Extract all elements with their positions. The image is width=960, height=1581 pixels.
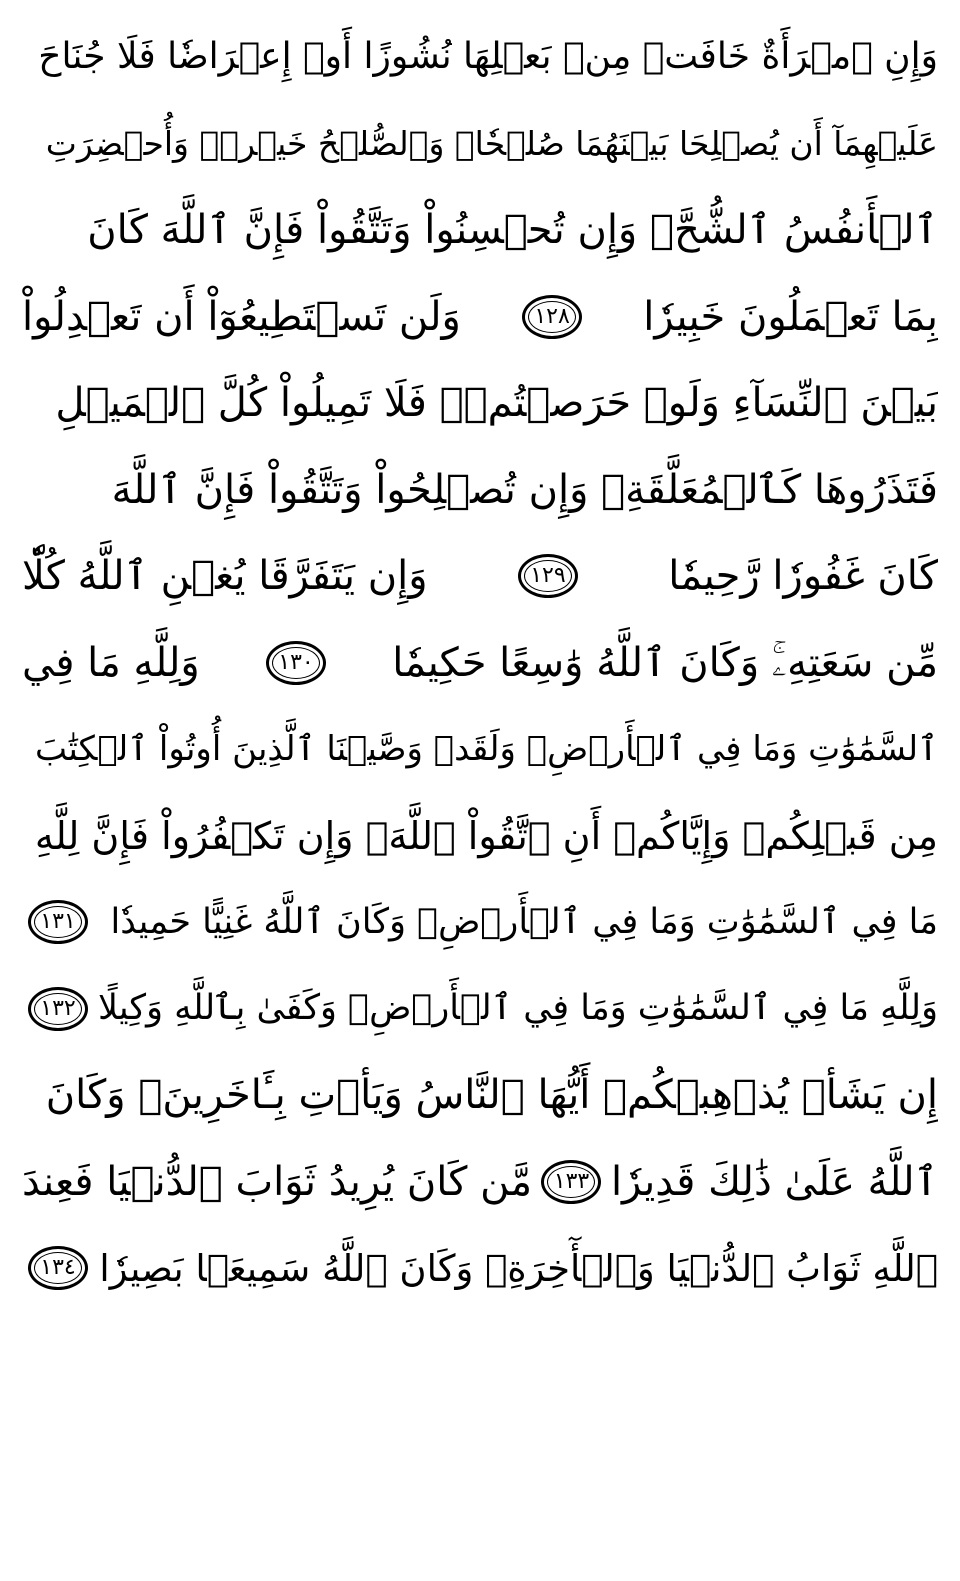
verse-text: مِن قَبۡلِكُمۡ وَإِيَّاكُمۡ أَنِ ٱتَّقُواْ ٱللَّهَۚ وَإِن تَكۡفُرُواْ فَإِنَّ لِلَّهِ	[34, 813, 938, 858]
verse-text: ٱللَّهِ ثَوَابُ ٱلدُّنۡيَا وَٱلۡأٓخِرَةِۚ وَكَانَ ٱللَّهُ سَمِيعَۢا بَصِيرٗا	[99, 1246, 938, 1290]
verse-text: وَلَن تَسۡتَطِيعُوٓاْ أَن تَعۡدِلُواْ	[22, 293, 461, 340]
verse-text: وَلِلَّهِ مَا فِي ٱلسَّمَٰوَٰتِ وَمَا فِي ٱلۡأَرۡضِۚ وَكَفَىٰ بِٱللَّهِ وَكِيلًا	[97, 988, 938, 1029]
ayah-number-marker	[541, 1160, 601, 1204]
verse-text: بَيۡنَ ٱلنِّسَآءِ وَلَوۡ حَرَصۡتُمۡۖ فَلَا تَمِيلُواْ كُلَّ ٱلۡمَيۡلِ	[55, 380, 938, 427]
verse-line	[22, 1139, 938, 1226]
verse-text: فَتَذَرُوهَا كَٱلۡمُعَلَّقَةِۚ وَإِن تُصۡلِحُواْ وَتَتَّقُواْ فَإِنَّ ٱللَّهَ	[111, 466, 938, 513]
verse-text: وَإِنِ ٱمۡرَأَةٌ خَافَتۡ مِنۢ بَعۡلِهَا نُشُوزًا أَوۡ إِعۡرَاضٗا فَلَا جُنَاحَ	[38, 36, 938, 78]
ayah-number: ١٣٠	[278, 649, 314, 675]
verse-text: مَا فِي ٱلسَّمَٰوَٰتِ وَمَا فِي ٱلۡأَرۡضِۚ وَكَانَ ٱللَّهُ غَنِيًّا حَمِيدٗا	[110, 901, 938, 942]
verse-line	[22, 879, 938, 966]
ayah-number: ١٢٨	[534, 303, 570, 329]
verse-text: ٱلۡأَنفُسُ ٱلشُّحَّۚ وَإِن تُحۡسِنُواْ وَتَتَّقُواْ فَإِنَّ ٱللَّهَ كَانَ	[87, 207, 938, 254]
verse-line	[22, 966, 938, 1053]
ayah-number-marker	[28, 987, 88, 1031]
verse-text: ٱللَّهُ عَلَىٰ ذَٰلِكَ قَدِيرٗا	[610, 1158, 938, 1205]
verse-line	[22, 1225, 938, 1312]
ayah-number-marker	[522, 295, 582, 339]
verse-text: بِمَا تَعۡمَلُونَ خَبِيرٗا	[643, 293, 938, 340]
verse-line	[22, 533, 938, 620]
verse-line	[22, 187, 938, 274]
verse-line	[22, 101, 938, 188]
verse-text: إِن يَشَأۡ يُذۡهِبۡكُمۡ أَيُّهَا ٱلنَّاسُ وَيَأۡتِ بِـَٔاخَرِينَۚ وَكَانَ	[45, 1072, 938, 1119]
ayah-number-marker	[28, 1246, 88, 1290]
ayah-number-marker	[28, 900, 88, 944]
verse-line	[22, 360, 938, 447]
ayah-number: ١٣٤	[40, 1255, 76, 1281]
verse-line	[22, 447, 938, 534]
verse-text: مِّن سَعَتِهِۦۚ وَكَانَ ٱللَّهُ وَٰسِعًا حَكِيمٗا	[392, 639, 938, 686]
verse-text: كَانَ غَفُورٗا رَّحِيمٗا	[668, 553, 938, 600]
verse-text: ٱلسَّمَٰوَٰتِ وَمَا فِي ٱلۡأَرۡضِۗ وَلَقَدۡ وَصَّيۡنَا ٱلَّذِينَ أُوتُواْ ٱلۡكِتَٰبَ	[35, 729, 938, 770]
verse-text: وَلِلَّهِ مَا فِي	[22, 639, 200, 686]
ayah-number: ١٣٢	[40, 995, 76, 1021]
verse-line	[22, 706, 938, 793]
verse-line	[22, 620, 938, 707]
ayah-number: ١٣٣	[553, 1168, 590, 1194]
verse-text: عَلَيۡهِمَآ أَن يُصۡلِحَا بَيۡنَهُمَا صُلۡحٗاۚ وَٱلصُّلۡحُ خَيۡرٞۗ وَأُحۡضِرَتِ	[45, 124, 938, 164]
verse-text: مَّن كَانَ يُرِيدُ ثَوَابَ ٱلدُّنۡيَا فَعِندَ	[22, 1158, 533, 1205]
ayah-number-marker	[266, 641, 326, 685]
verse-line	[22, 1052, 938, 1139]
ayah-number: ١٢٩	[530, 563, 566, 589]
ayah-number: ١٣١	[40, 909, 76, 935]
verse-text: وَإِن يَتَفَرَّقَا يُغۡنِ ٱللَّهُ كُلّٗا	[22, 553, 428, 600]
ayah-number-marker	[518, 554, 578, 598]
verse-line	[22, 274, 938, 361]
verse-line	[22, 793, 938, 880]
verse-line	[22, 14, 938, 101]
